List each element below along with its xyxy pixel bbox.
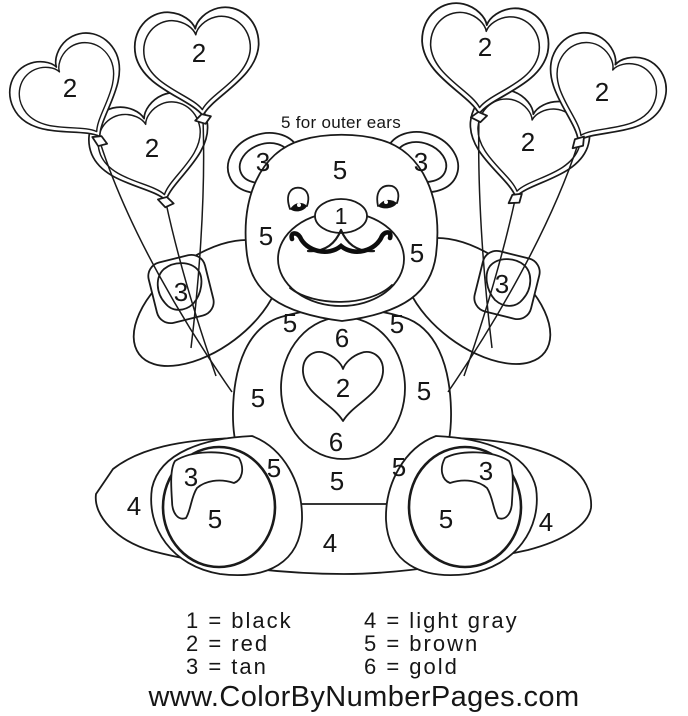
- region-number: 1: [334, 203, 348, 229]
- legend-entry-3: 3 = tan: [186, 654, 268, 679]
- balloon-number: 2: [144, 133, 160, 163]
- region-number: 4: [538, 507, 554, 537]
- region-number: 5: [250, 383, 266, 413]
- region-number: 3: [494, 269, 510, 299]
- balloon-number: 2: [520, 127, 536, 157]
- region-number: 5: [389, 309, 405, 339]
- region-number: 6: [334, 323, 350, 353]
- region-number: 5: [266, 453, 282, 483]
- left-eye-highlight: [297, 203, 301, 207]
- region-number: 4: [322, 528, 338, 558]
- legend-entry-5: 5 = brown: [364, 631, 480, 656]
- website-url: www.ColorByNumberPages.com: [148, 681, 580, 713]
- balloon-number: 2: [191, 38, 207, 68]
- balloon-number: 2: [477, 32, 493, 62]
- balloon-number: 2: [594, 77, 610, 107]
- right-eye-highlight: [384, 200, 388, 204]
- region-number: 5: [329, 466, 345, 496]
- region-number: 4: [126, 491, 142, 521]
- balloon-number: 2: [62, 73, 78, 103]
- region-number: 5: [282, 308, 298, 338]
- legend-entry-6: 6 = gold: [364, 654, 459, 679]
- region-number: 5: [438, 504, 454, 534]
- legend-entry-1: 1 = black: [186, 608, 293, 633]
- region-number: 5: [416, 376, 432, 406]
- region-number: 3: [255, 147, 271, 177]
- region-number: 2: [335, 373, 351, 403]
- region-number: 6: [328, 427, 344, 457]
- region-number: 3: [413, 147, 429, 177]
- region-number: 3: [173, 277, 189, 307]
- region-number: 3: [183, 462, 199, 492]
- color-legend: [186, 608, 519, 679]
- legend-entry-4: 4 = light gray: [364, 608, 519, 633]
- region-number: 5: [391, 452, 407, 482]
- region-number: 3: [478, 456, 494, 486]
- instruction-note: 5 for outer ears: [280, 113, 402, 132]
- region-number: 5: [409, 238, 425, 268]
- region-number: 5: [207, 504, 223, 534]
- legend-entry-2: 2 = red: [186, 631, 270, 656]
- region-number: 5: [332, 155, 348, 185]
- region-number: 5: [258, 221, 274, 251]
